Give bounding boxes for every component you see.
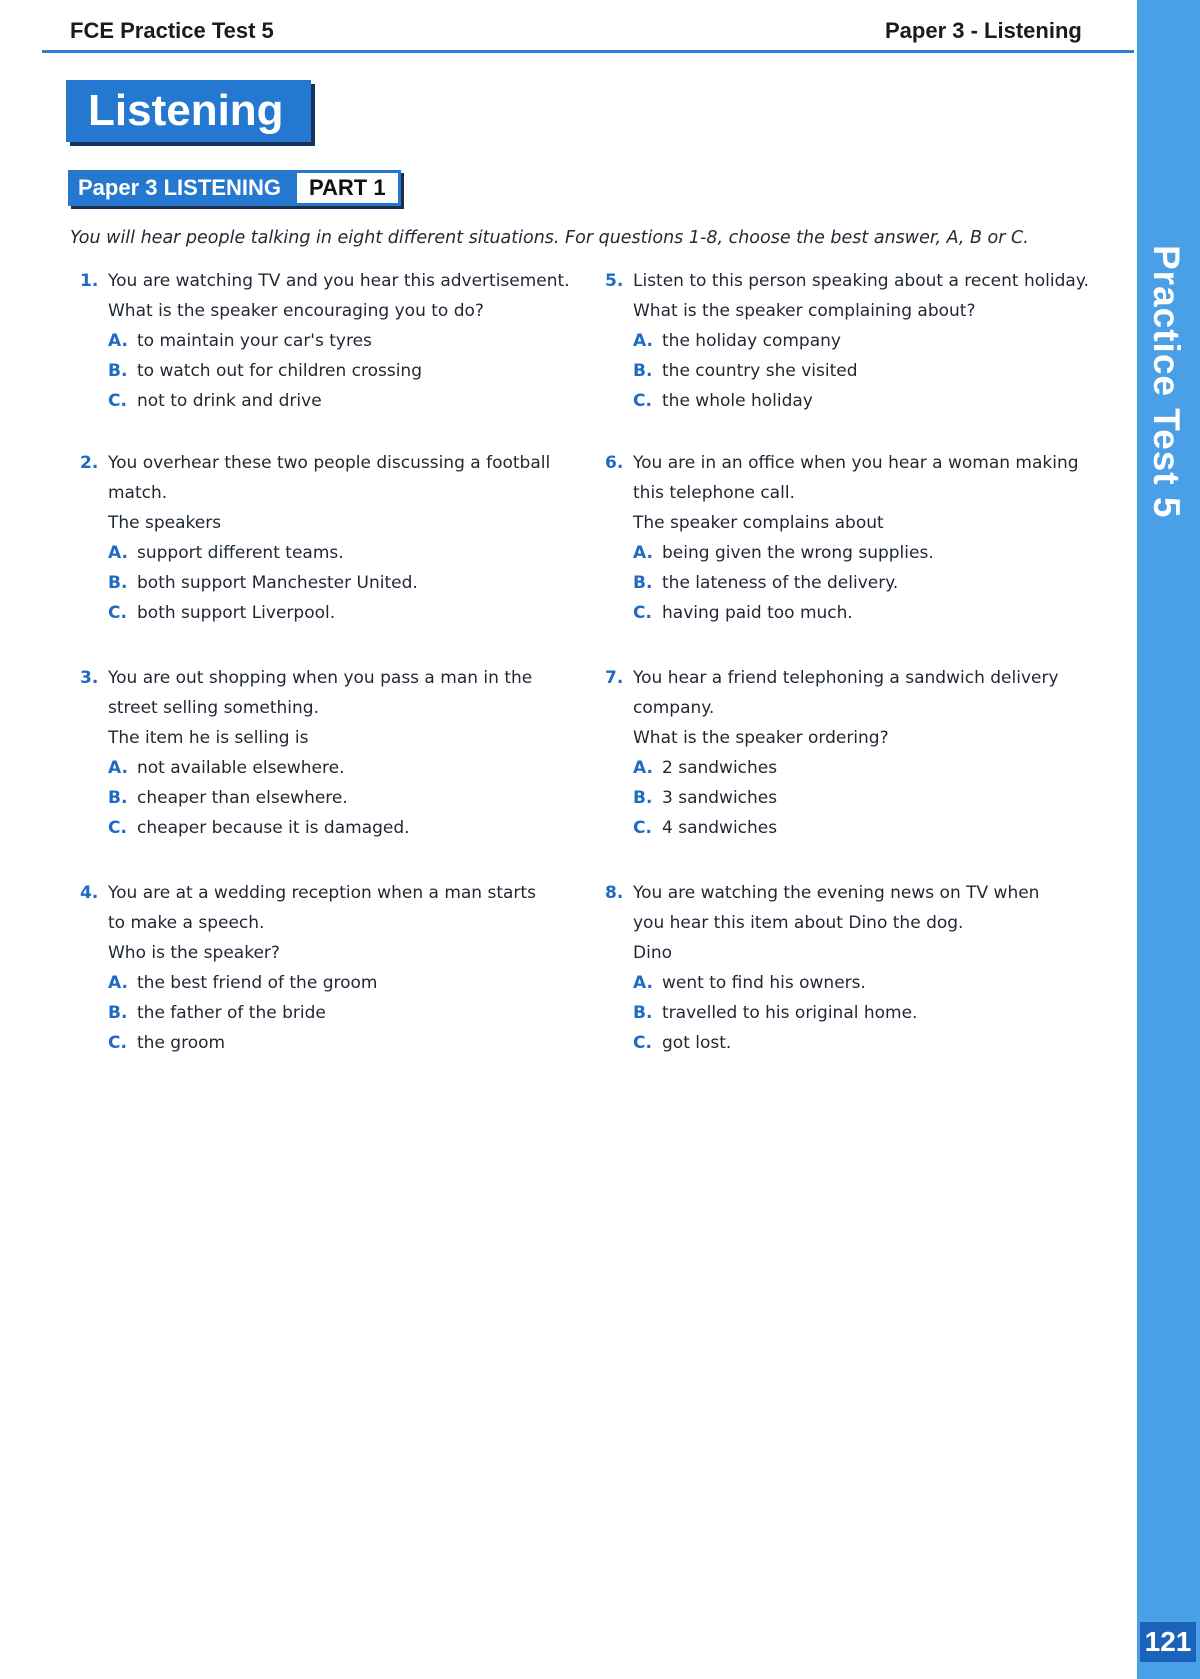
option-text: travelled to his original home.: [662, 1003, 918, 1023]
option-letter: B.: [633, 788, 653, 808]
option-text: the whole holiday: [662, 391, 813, 411]
instructions: You will hear people talking in eight different situations. For questions 1-8, choose the best answer, A, B or C.: [70, 228, 1029, 248]
question-stem: What is the speaker complaining about?: [633, 301, 976, 321]
question-stem: Who is the speaker?: [108, 943, 280, 963]
section-paper-label: Paper 3 LISTENING: [68, 170, 293, 206]
question-stem: You are watching the evening news on TV when: [633, 883, 1040, 903]
question-number: 8.: [605, 883, 624, 903]
question-stem: street selling something.: [108, 698, 319, 718]
question-1: [70, 266, 570, 416]
option-text: to maintain your car's tyres: [137, 331, 372, 351]
question-stem: to make a speech.: [108, 913, 265, 933]
option-text: both support Liverpool.: [137, 603, 336, 623]
question-stem: You are out shopping when you pass a man in the: [108, 668, 533, 688]
question-3: [70, 663, 540, 843]
page-title: Listening: [66, 80, 311, 142]
question-stem: What is the speaker ordering?: [633, 728, 889, 748]
option-b: [595, 783, 1065, 813]
option-b: [595, 568, 1065, 598]
option-letter: C.: [633, 1033, 652, 1053]
option-text: went to find his owners.: [662, 973, 866, 993]
option-text: the holiday company: [662, 331, 841, 351]
option-b: [595, 998, 1065, 1028]
option-c: [70, 386, 540, 416]
option-text: both support Manchester United.: [137, 573, 418, 593]
option-text: to watch out for children crossing: [137, 361, 422, 381]
question-number: 3.: [80, 668, 99, 688]
option-text: the country she visited: [662, 361, 858, 381]
question-stem: You are watching TV and you hear this advertisement.: [108, 271, 570, 291]
option-letter: C.: [108, 818, 127, 838]
option-letter: A.: [108, 758, 128, 778]
option-c: [595, 1028, 1065, 1058]
question-number: 5.: [605, 271, 624, 291]
option-letter: A.: [633, 973, 653, 993]
question-stem: The item he is selling is: [108, 728, 309, 748]
question-2: [70, 448, 551, 628]
option-letter: B.: [633, 361, 653, 381]
question-stem: You are at a wedding reception when a man starts: [108, 883, 536, 903]
option-text: cheaper than elsewhere.: [137, 788, 348, 808]
question-number: 6.: [605, 453, 624, 473]
option-a: [595, 538, 1065, 568]
option-text: the father of the bride: [137, 1003, 326, 1023]
option-text: not available elsewhere.: [137, 758, 345, 778]
option-b: [70, 568, 540, 598]
question-6: [595, 448, 1079, 628]
option-a: [70, 538, 540, 568]
question-stem: You hear a friend telephoning a sandwich delivery: [633, 668, 1059, 688]
section-label: [68, 170, 401, 206]
option-text: 3 sandwiches: [662, 788, 778, 808]
option-letter: C.: [633, 391, 652, 411]
question-number: 1.: [80, 271, 99, 291]
option-b: [70, 783, 540, 813]
option-b: [70, 998, 540, 1028]
option-a: [70, 968, 540, 998]
option-text: 4 sandwiches: [662, 818, 778, 838]
header-paper-title: Paper 3 - Listening: [885, 18, 1082, 43]
option-letter: A.: [633, 758, 653, 778]
option-letter: C.: [108, 1033, 127, 1053]
option-text: support different teams.: [137, 543, 344, 563]
option-letter: A.: [108, 543, 128, 563]
option-text: the best friend of the groom: [137, 973, 378, 993]
option-text: got lost.: [662, 1033, 732, 1053]
option-letter: A.: [108, 331, 128, 351]
option-a: [70, 753, 540, 783]
question-8: [595, 878, 1065, 1058]
option-letter: B.: [108, 573, 128, 593]
question-stem: match.: [108, 483, 168, 503]
question-stem: The speaker complains about: [633, 513, 884, 533]
option-text: cheaper because it is damaged.: [137, 818, 410, 838]
option-c: [595, 386, 1065, 416]
question-stem: What is the speaker encouraging you to do?: [108, 301, 484, 321]
option-text: not to drink and drive: [137, 391, 322, 411]
question-number: 4.: [80, 883, 99, 903]
question-5: [595, 266, 1089, 416]
option-letter: C.: [633, 603, 652, 623]
option-c: [595, 598, 1065, 628]
question-number: 7.: [605, 668, 624, 688]
option-letter: B.: [108, 361, 128, 381]
side-tab-label: Practice Test 5: [1146, 245, 1187, 519]
option-letter: A.: [633, 543, 653, 563]
option-c: [70, 813, 540, 843]
header-test-title: FCE Practice Test 5: [70, 18, 274, 43]
option-letter: A.: [108, 973, 128, 993]
option-letter: B.: [633, 1003, 653, 1023]
option-letter: B.: [108, 788, 128, 808]
option-text: having paid too much.: [662, 603, 853, 623]
option-c: [70, 1028, 540, 1058]
option-text: the groom: [137, 1033, 226, 1053]
question-stem: company.: [633, 698, 715, 718]
question-stem: this telephone call.: [633, 483, 795, 503]
option-text: the lateness of the delivery.: [662, 573, 899, 593]
question-stem: You overhear these two people discussing a football: [108, 453, 551, 473]
option-c: [70, 598, 540, 628]
option-letter: A.: [633, 331, 653, 351]
option-a: [595, 968, 1065, 998]
question-stem: Dino: [633, 943, 672, 963]
question-stem: Listen to this person speaking about a recent holiday.: [633, 271, 1089, 291]
option-letter: C.: [108, 603, 127, 623]
question-4: [70, 878, 540, 1058]
option-letter: C.: [633, 818, 652, 838]
question-7: [595, 663, 1065, 843]
option-letter: B.: [633, 573, 653, 593]
question-number: 2.: [80, 453, 99, 473]
option-c: [595, 813, 1065, 843]
question-stem: you hear this item about Dino the dog.: [633, 913, 964, 933]
option-text: being given the wrong supplies.: [662, 543, 934, 563]
option-a: [70, 326, 540, 356]
option-b: [70, 356, 540, 386]
page-number: 121: [1140, 1622, 1196, 1662]
section-part-label: PART 1: [293, 170, 401, 206]
header-rule: [42, 50, 1134, 53]
option-a: [595, 753, 1065, 783]
option-letter: C.: [108, 391, 127, 411]
question-stem: The speakers: [108, 513, 222, 533]
option-letter: B.: [108, 1003, 128, 1023]
option-text: 2 sandwiches: [662, 758, 778, 778]
question-stem: You are in an office when you hear a woman making: [633, 453, 1079, 473]
option-b: [595, 356, 1065, 386]
option-a: [595, 326, 1065, 356]
